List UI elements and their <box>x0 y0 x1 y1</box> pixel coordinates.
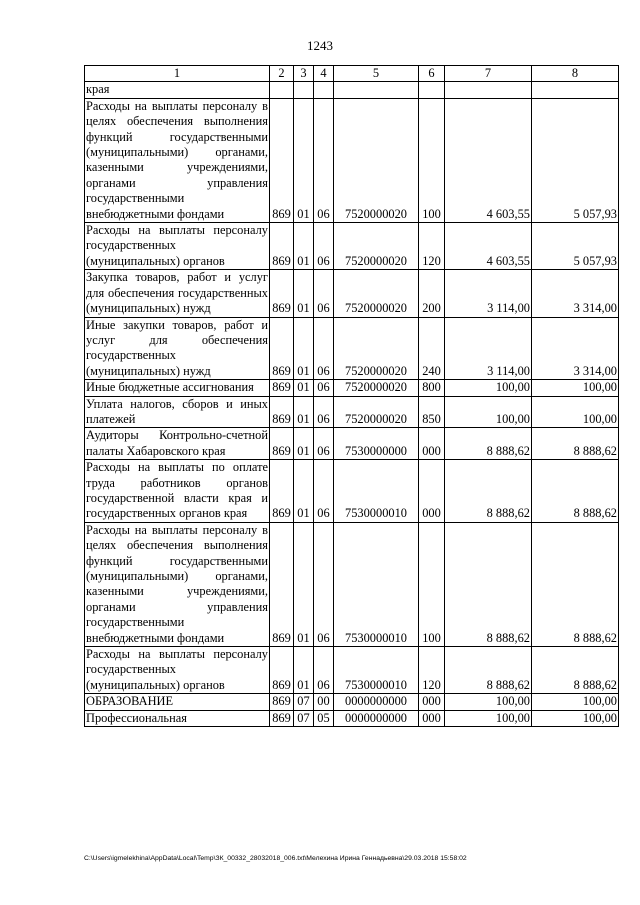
section-code: 01 <box>294 270 314 317</box>
amount-year-1: 4 603,55 <box>445 223 532 270</box>
column-header: 2 <box>270 66 294 82</box>
amount-year-1: 100,00 <box>445 396 532 428</box>
row-description: Иные бюджетные ассигнования <box>85 380 270 396</box>
target-article-code: 0000000000 <box>334 694 419 710</box>
row-description: Расходы на выплаты по оплате труда работников органов государственной власти края и государственных органов края <box>86 460 268 521</box>
table-row <box>85 270 619 317</box>
table-row <box>85 380 619 396</box>
continuation-row <box>85 82 619 98</box>
subsection-code: 06 <box>314 380 334 396</box>
target-article-code: 7520000020 <box>334 317 419 380</box>
file-path-footer: C:\Users\igmelekhina\AppData\Local\Temp\ЗК_00332_28032018_006.txt\Мелехина Ирина Геннадьевна\29.03.2018 15:58:02 <box>84 855 467 862</box>
section-code: 07 <box>294 710 314 726</box>
table-row <box>85 694 619 710</box>
expense-type-code: 000 <box>419 694 445 710</box>
column-header: 3 <box>294 66 314 82</box>
amount-year-1: 100,00 <box>445 694 532 710</box>
column-header: 1 <box>85 66 270 82</box>
chapter-code: 869 <box>270 460 294 523</box>
expense-type-code: 200 <box>419 270 445 317</box>
subsection-code: 06 <box>314 396 334 428</box>
section-code: 01 <box>294 428 314 460</box>
amount-year-1: 4 603,55 <box>445 98 532 222</box>
row-description: Расходы на выплаты персоналу в целях обеспечения выполнения функций государственными (муниципальными) органами, казенными учреждениями, органами управления государственными внебюджетными фондами <box>86 522 268 645</box>
table-row <box>85 317 619 380</box>
section-code: 01 <box>294 522 314 646</box>
amount-year-2: 3 314,00 <box>532 317 619 380</box>
expense-type-code: 850 <box>419 396 445 428</box>
amount-year-2: 100,00 <box>532 380 619 396</box>
amount-year-1: 8 888,62 <box>445 522 532 646</box>
subsection-code: 05 <box>314 710 334 726</box>
amount-year-2: 8 888,62 <box>532 522 619 646</box>
subsection-code: 06 <box>314 647 334 694</box>
target-article-code: 7520000020 <box>334 223 419 270</box>
section-code: 07 <box>294 694 314 710</box>
section-code: 01 <box>294 223 314 270</box>
chapter-code: 869 <box>270 270 294 317</box>
table-row <box>85 647 619 694</box>
section-code: 01 <box>294 460 314 523</box>
row-description: Уплата налогов, сборов и иных платежей <box>86 396 268 426</box>
table-row <box>85 98 619 222</box>
row-description: Расходы на выплаты персоналу государственных (муниципальных) органов <box>86 647 268 692</box>
chapter-code: 869 <box>270 223 294 270</box>
amount-year-1: 8 888,62 <box>445 428 532 460</box>
amount-year-1: 3 114,00 <box>445 317 532 380</box>
target-article-code: 0000000000 <box>334 710 419 726</box>
expense-type-code: 120 <box>419 647 445 694</box>
column-header: 6 <box>419 66 445 82</box>
amount-year-2: 8 888,62 <box>532 647 619 694</box>
target-article-code: 7530000010 <box>334 460 419 523</box>
target-article-code: 7530000010 <box>334 522 419 646</box>
subsection-code: 06 <box>314 522 334 646</box>
expense-type-code: 100 <box>419 98 445 222</box>
header-row <box>85 66 619 82</box>
chapter-code: 869 <box>270 380 294 396</box>
column-header: 7 <box>445 66 532 82</box>
target-article-code: 7520000020 <box>334 270 419 317</box>
expense-type-code: 000 <box>419 710 445 726</box>
subsection-code: 06 <box>314 98 334 222</box>
chapter-code: 869 <box>270 317 294 380</box>
subsection-code: 00 <box>314 694 334 710</box>
amount-year-2: 5 057,93 <box>532 98 619 222</box>
column-header: 4 <box>314 66 334 82</box>
chapter-code: 869 <box>270 396 294 428</box>
expense-type-code: 120 <box>419 223 445 270</box>
amount-year-1: 3 114,00 <box>445 270 532 317</box>
row-description: Расходы на выплаты персоналу государственных (муниципальных) органов <box>86 223 268 268</box>
table-row <box>85 223 619 270</box>
page-number: 1243 <box>307 38 333 53</box>
subsection-code: 06 <box>314 460 334 523</box>
expense-type-code: 240 <box>419 317 445 380</box>
subsection-code: 06 <box>314 428 334 460</box>
target-article-code: 7520000020 <box>334 396 419 428</box>
target-article-code: 7530000000 <box>334 428 419 460</box>
row-description: ОБРАЗОВАНИЕ <box>85 694 270 710</box>
table-row <box>85 522 619 646</box>
table-row <box>85 710 619 726</box>
row-description: Закупка товаров, работ и услуг для обеспечения государственных (муниципальных) нужд <box>86 270 268 316</box>
chapter-code: 869 <box>270 428 294 460</box>
target-article-code: 7520000020 <box>334 98 419 222</box>
expense-type-code: 800 <box>419 380 445 396</box>
amount-year-2: 100,00 <box>532 710 619 726</box>
table-row <box>85 460 619 523</box>
chapter-code: 869 <box>270 694 294 710</box>
expense-type-code: 000 <box>419 428 445 460</box>
amount-year-1: 100,00 <box>445 710 532 726</box>
amount-year-2: 8 888,62 <box>532 428 619 460</box>
target-article-code: 7520000020 <box>334 380 419 396</box>
column-header: 5 <box>334 66 419 82</box>
section-code: 01 <box>294 98 314 222</box>
subsection-code: 06 <box>314 223 334 270</box>
amount-year-2: 100,00 <box>532 396 619 428</box>
table-row <box>85 428 619 460</box>
row-description: Иные закупки товаров, работ и услуг для обеспечения государственных (муниципальных) нужд <box>86 317 268 378</box>
amount-year-2: 100,00 <box>532 694 619 710</box>
section-code: 01 <box>294 317 314 380</box>
amount-year-1: 8 888,62 <box>445 460 532 523</box>
subsection-code: 06 <box>314 317 334 380</box>
column-header: 8 <box>532 66 619 82</box>
amount-year-2: 8 888,62 <box>532 460 619 523</box>
target-article-code: 7530000010 <box>334 647 419 694</box>
chapter-code: 869 <box>270 647 294 694</box>
amount-year-1: 8 888,62 <box>445 647 532 694</box>
subsection-code: 06 <box>314 270 334 317</box>
expense-type-code: 100 <box>419 522 445 646</box>
amount-year-2: 3 314,00 <box>532 270 619 317</box>
budget-table <box>84 65 619 727</box>
table-row <box>85 396 619 428</box>
chapter-code: 869 <box>270 522 294 646</box>
expense-type-code: 000 <box>419 460 445 523</box>
section-code: 01 <box>294 396 314 428</box>
section-code: 01 <box>294 647 314 694</box>
amount-year-2: 5 057,93 <box>532 223 619 270</box>
chapter-code: 869 <box>270 710 294 726</box>
amount-year-1: 100,00 <box>445 380 532 396</box>
chapter-code: 869 <box>270 98 294 222</box>
row-description: Профессиональная <box>85 710 270 726</box>
row-description: Расходы на выплаты персоналу в целях обеспечения выполнения функций государственными (муниципальными) органами, казенными учреждениями, органами управления государственными внебюджетными фондами <box>86 98 268 221</box>
section-code: 01 <box>294 380 314 396</box>
continuation-text: края <box>85 82 270 98</box>
row-description: Аудиторы Контрольно-счетной палаты Хабаровского края <box>86 428 268 458</box>
